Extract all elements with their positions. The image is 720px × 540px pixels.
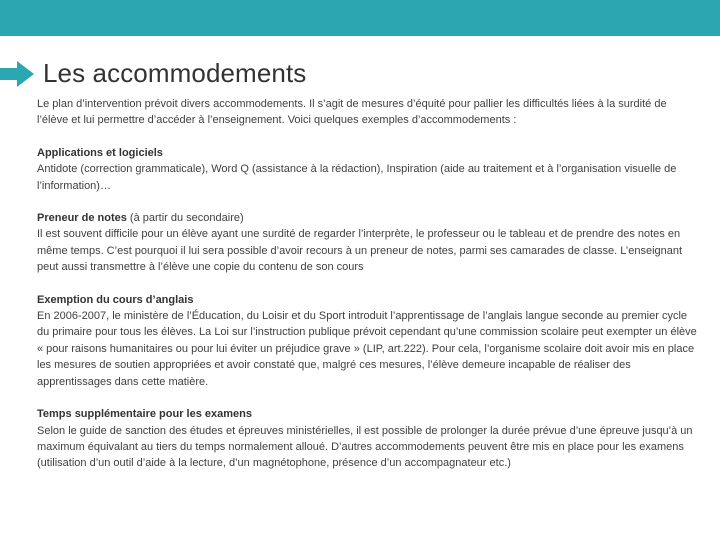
section-body: Selon le guide de sanction des études et épreuves ministérielles, il est possible de prolonger la durée prévue d’une épreuve jusqu’à un maximum équivalant au tiers du temps normalement alloué. D’autres accommodements peuvent être mis en place pour les examens (utilisation d’un outil d’aide à la lecture, d’un magnétophone, présence d’un accompagnateur etc.) (37, 424, 693, 470)
page-title: Les accommodements (43, 58, 307, 88)
section-body: Il est souvent difficile pour un élève ayant une surdité de regarder l’interprète, le professeur ou le tableau et de prendre des notes en même temps. C’est pourquoi il lui sera possible d’avoir recours à un preneur de notes, parmi ses camarades de classe. L’enseignant peut aussi transmettre à l’élève une copie du contenu de son cours (37, 228, 683, 274)
section-body: En 2006-2007, le ministère de l’Éducation, du Loisir et du Sport introduit l’apprentissage de l’anglais langue seconde au premier cycle du primaire pour tous les élèves. La Loi sur l’instruction publique prévoit cependant qu’une commission scolaire peut exempter un élève « pour raisons humanitaires ou pour lui éviter un préjudice grave » (LIP, art.222). Pour cela, l’organisme scolaire doit avoir mis en place les mesures de soutien appropriées et avoir constaté que, malgré ces mesures, l’élève demeure incapable de réaliser des apprentissages dans cette matière. (37, 310, 697, 388)
section-applications (37, 145, 697, 194)
top-banner (0, 0, 720, 36)
section-title-suffix: (à partir du secondaire) (126, 212, 244, 225)
section-title: Applications et logiciels (37, 146, 163, 159)
section-title: Exemption du cours d’anglais (37, 293, 194, 306)
section-heading (37, 210, 697, 226)
section-heading (37, 406, 697, 422)
section-title: Preneur de notes (37, 212, 127, 225)
content (37, 96, 697, 472)
section-heading (37, 292, 697, 308)
right-arrow-icon (0, 61, 34, 87)
intro-paragraph: Le plan d’intervention prévoit divers accommodements. Il s’agit de mesures d’équité pour pallier les difficultés liées à la surdité de l’élève et lui permettre d’accéder à l’enseignement. Voici quelques exemples d’accommodements : (37, 98, 667, 127)
section-heading (37, 145, 697, 161)
section-exam-time (37, 406, 697, 472)
section-note-taker (37, 210, 697, 276)
section-english-exemption (37, 292, 697, 390)
section-body: Antidote (correction grammaticale), Word Q (assistance à la rédaction), Inspiration (aide au traitement et à l’organisation visuelle de l’information)… (37, 163, 677, 192)
section-title: Temps supplémentaire pour les examens (37, 408, 252, 421)
